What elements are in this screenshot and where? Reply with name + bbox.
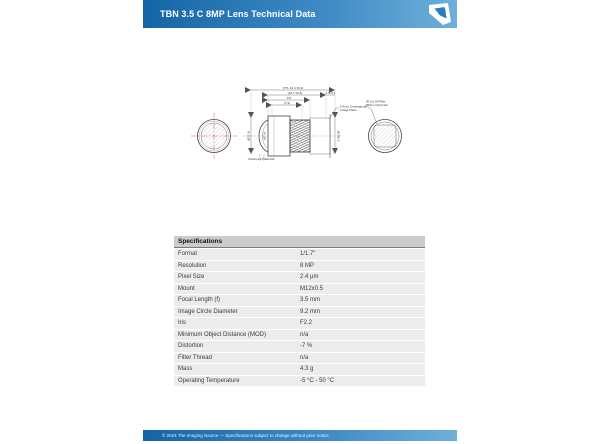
spec-label: Focal Length (f) (178, 297, 221, 303)
table-row (174, 376, 425, 387)
imaging-source-logo-icon (426, 2, 452, 26)
overlap-leader-line (330, 108, 339, 118)
spec-value: 9.2 mm (300, 308, 321, 315)
annotation-reference-point: Reference Point: 1.6 (248, 157, 274, 162)
document-page (143, 0, 457, 444)
spec-label: Minimum Object Distance (MOD) (178, 331, 267, 338)
spec-label: Image Circle Diameter (178, 308, 238, 315)
table-row (174, 261, 425, 272)
dim-total-length: (TTL 16.4 ±0.2) (282, 86, 304, 90)
page-title: TBN 3.5 C 8MP Lens Technical Data (160, 9, 316, 19)
table-row (174, 307, 425, 318)
spec-value: -7 % (300, 343, 313, 349)
specifications-table-body (174, 249, 425, 386)
table-row (174, 272, 425, 283)
spec-value: 2.4 µm (300, 274, 319, 280)
table-row (174, 284, 425, 295)
spec-label: Pixel Size (178, 274, 205, 280)
spec-label: Mass (178, 366, 193, 372)
spec-label: Resolution (178, 262, 207, 269)
lens-body (268, 116, 290, 156)
spec-value: n/a (300, 331, 309, 338)
table-row (174, 330, 425, 341)
footer-copyright: © 2024 The Imaging Source — Specifications subject to change without prior notice (162, 433, 329, 438)
annotation-overlap-line2: Image Plane (340, 108, 357, 113)
spec-label: Operating Temperature (178, 377, 240, 384)
table-row (174, 295, 425, 306)
specifications-table-header: Specifications (174, 236, 425, 248)
annotation-overlap-line1: 5.4mm Overlapping (340, 104, 367, 109)
spec-label: Iris (178, 320, 186, 326)
spec-label: Format (178, 251, 198, 257)
spec-value: 4.3 g (300, 366, 314, 372)
spec-value: n/a (300, 354, 309, 361)
dim-front-diameter: (Ø11.4) (246, 131, 251, 141)
spec-value: 8 MP (300, 262, 315, 269)
spec-label: Filter Thread (178, 354, 212, 361)
back-view (365, 100, 402, 153)
spec-value: 3.5 mm (300, 297, 321, 303)
annotation-ircut-line2: 650nm (Optional) (366, 103, 388, 107)
annotation-ircut-line1: IR-Cut Off Filter (366, 99, 386, 104)
extension-lines (251, 91, 335, 120)
back-view-filter-window (374, 125, 396, 147)
table-row (174, 318, 425, 329)
dim-mount-thread: M12x0.5 (336, 130, 341, 142)
dim-outer-length: (16.7 ±0.2) (287, 91, 303, 95)
footer-bar (143, 430, 457, 441)
thread-crosshatch (290, 120, 310, 152)
spec-value: 1/1.7" (300, 251, 316, 257)
table-row (174, 249, 425, 260)
spec-label: Mount (178, 285, 195, 292)
lens-technical-drawing (143, 78, 457, 190)
dim-dome-diameter: (Ø7.4) (262, 132, 267, 140)
dim-body-length: 9.8 (286, 96, 292, 100)
ircut-leader-line (365, 106, 377, 125)
specifications-table (174, 236, 425, 386)
dim-front-length: (7.9) (283, 101, 291, 105)
front-view (191, 113, 237, 159)
side-view (243, 86, 367, 161)
spec-label: Distortion (178, 343, 204, 349)
table-row (174, 364, 425, 375)
spec-value: -5 °C - 50 °C (300, 377, 335, 384)
table-row (174, 341, 425, 352)
header-bar (143, 0, 457, 28)
dim-thread-offset: 2.5 -0.1 (325, 91, 336, 95)
table-row (174, 353, 425, 364)
spec-value: M12x0.5 (300, 285, 324, 292)
spec-value: F2.2 (300, 320, 313, 326)
